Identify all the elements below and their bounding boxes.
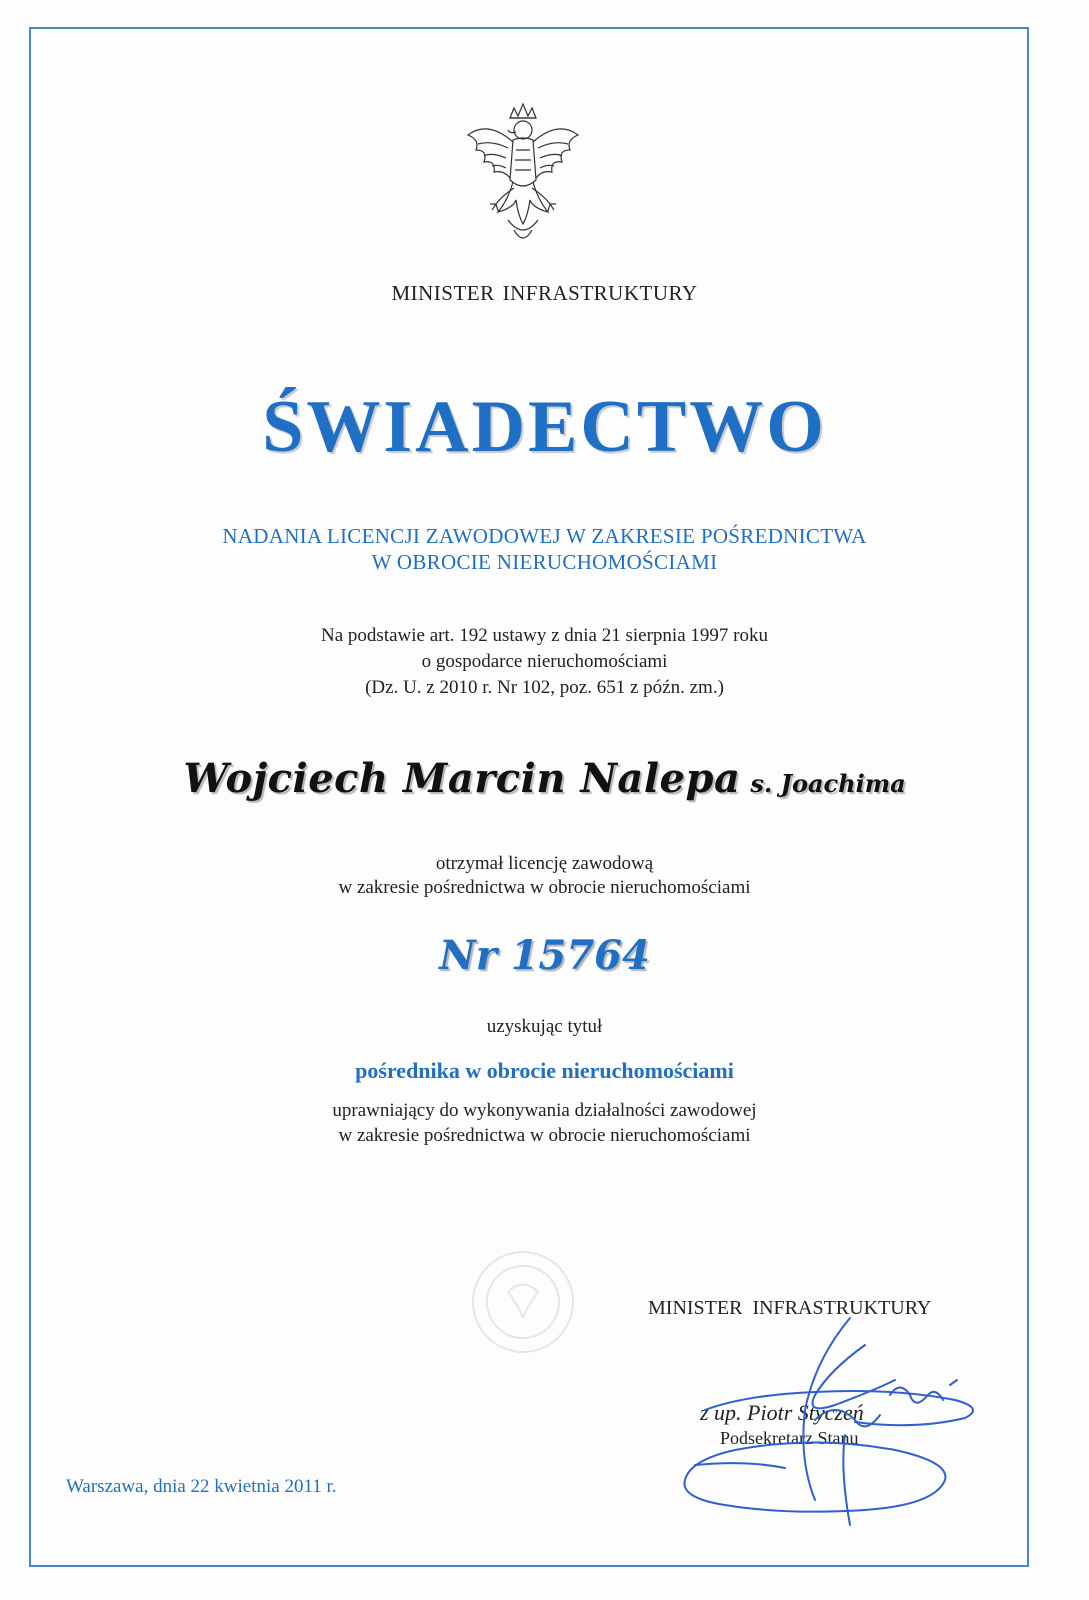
handwritten-signature [665, 1300, 1005, 1530]
subtitle-line-1: NADANIA LICENCJI ZAWODOWEJ W ZAKRESIE POŚREDNICTWA [222, 524, 867, 548]
professional-title: pośrednika w obrocie nieruchomościami [355, 1058, 734, 1083]
subtitle-line-2: W OBROCIE NIERUCHOMOŚCIAMI [371, 550, 718, 574]
signature-ministry-word-minister: MINISTER [648, 1297, 743, 1319]
license-number: Nr 15764 [439, 932, 650, 979]
holder-name-line [0, 755, 1089, 802]
received-line-2: w zakresie pośrednictwa w obrocie nieruchomościami [338, 877, 751, 898]
legal-basis-line-1: Na podstawie art. 192 ustawy z dnia 21 sierpnia 1997 roku [321, 625, 768, 646]
polish-eagle-emblem [458, 100, 588, 250]
place-and-date: Warszawa, dnia 22 kwietnia 2011 r. [66, 1476, 337, 1497]
embossed-seal [468, 1247, 578, 1357]
holder-patronymic: s. Joachima [750, 769, 906, 798]
certificate-title: ŚWIADECTWO [262, 386, 827, 468]
holder-name: Wojciech Marcin Nalepa [183, 755, 741, 802]
entitlement-line-1: uprawniający do wykonywania działalności zawodowej [332, 1100, 757, 1121]
received-line-1: otrzymał licencję zawodową [435, 853, 654, 874]
issuing-ministry [0, 281, 1089, 306]
signatory-name: z up. Piotr Styczeń [700, 1400, 864, 1425]
signature-ministry-word-infrastructure: INFRASTRUKTURY [752, 1297, 932, 1319]
title-intro: uzyskując tytuł [486, 1016, 603, 1037]
ministry-word-infrastructure: INFRASTRUKTURY [502, 281, 698, 305]
entitlement-line-2: w zakresie pośrednictwa w obrocie nieruchomościami [338, 1125, 751, 1146]
legal-basis-line-2: o gospodarce nieruchomościami [421, 651, 668, 672]
legal-basis-line-3: (Dz. U. z 2010 r. Nr 102, poz. 651 z późn. zm.) [365, 677, 724, 698]
signatory-role: Podsekretarz Stanu [720, 1428, 859, 1448]
ministry-word-minister: MINISTER [391, 281, 495, 305]
